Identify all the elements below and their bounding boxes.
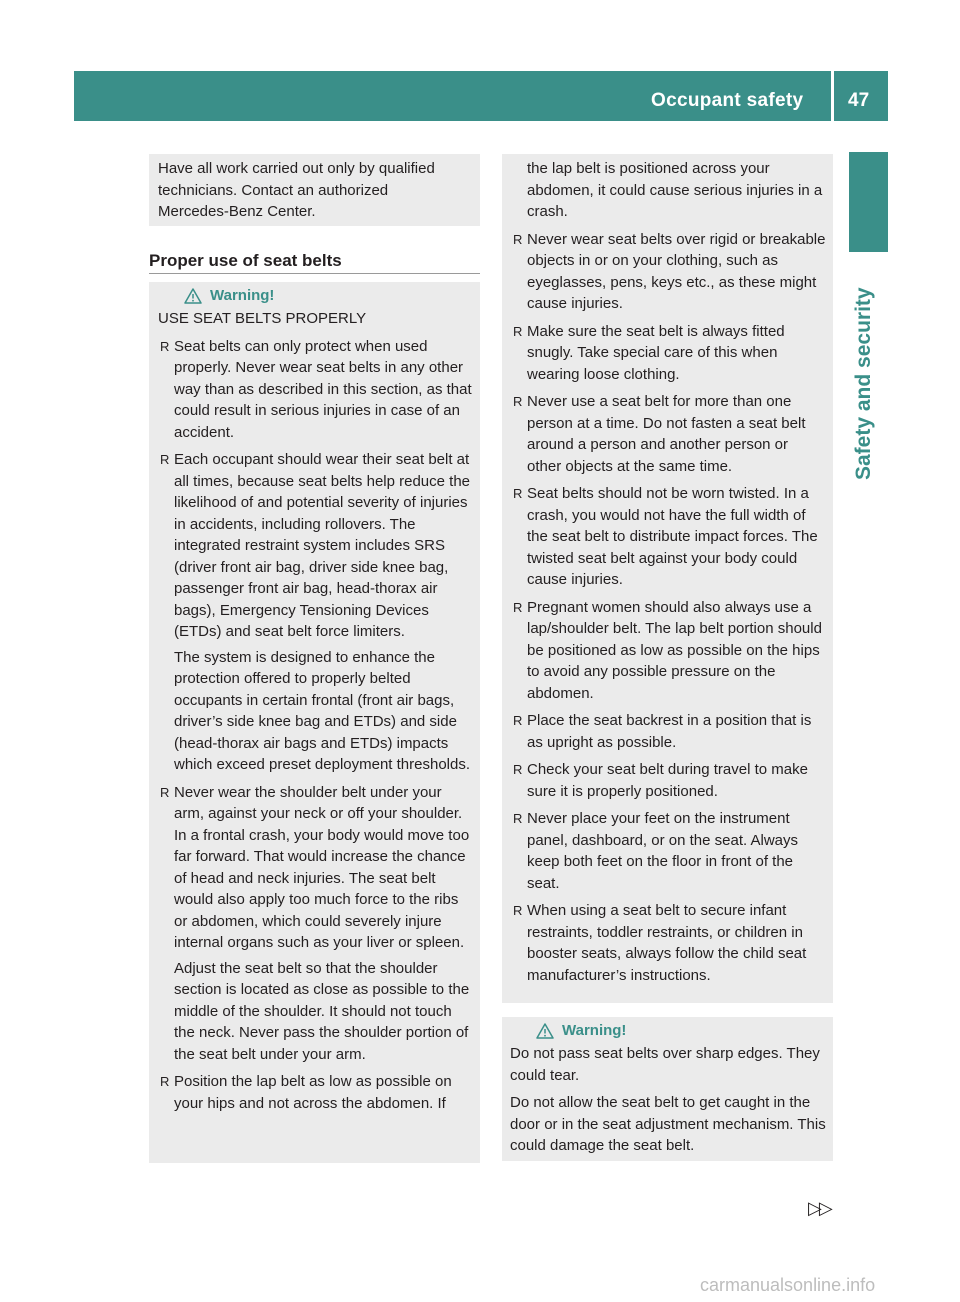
continue-arrows-icon: ▷▷ <box>808 1198 830 1218</box>
qualified-technicians-note <box>149 154 480 226</box>
list-item <box>158 782 472 1066</box>
warning-triangle-icon <box>184 288 202 304</box>
list-item: R Make sure the seat belt is always fitted snugly. Take special care of this when wearing loose clothing. <box>511 321 826 386</box>
list-item <box>158 336 472 444</box>
warning-box-sharp-edges <box>502 1017 833 1161</box>
continuation-text: the lap belt is positioned across your abdomen, it could cause serious injuries in a crash. <box>527 160 823 220</box>
seat-belt-rules-list <box>511 229 826 987</box>
warning-paragraph: Do not allow the seat belt to get caught in the door or in the seat adjustment mechanism. This could damage the seat belt. <box>510 1094 826 1154</box>
note-line: Have all work carried out only by qualified <box>158 160 435 177</box>
list-item: R Check your seat belt during travel to make sure it is properly positioned. <box>511 759 826 802</box>
heading-divider <box>149 273 480 274</box>
list-item: R Pregnant women should also always use a lap/shoulder belt. The lap belt portion should be positioned as low as possible on the hips to avoid any possible pressure on the abdomen. <box>511 597 826 705</box>
bullet-text: Position the lap belt as low as possible on your hips and not across the abdomen. If <box>174 1073 452 1112</box>
bullet-extra-paragraph: The system is designed to enhance the protection offered to properly belted occupants in certain frontal (front air bags, driver’s side knee bag and ETDs) and side (head-thorax air bags and ETDs) impacts which exceed preset deployment thresholds. <box>174 648 471 773</box>
warning-header <box>510 1022 826 1039</box>
warning-bullet-list <box>158 336 472 1115</box>
list-item <box>158 449 472 776</box>
watermark: carmanualsonline.info <box>700 1275 876 1295</box>
list-item: R Never place your feet on the instrument panel, dashboard, or on the seat. Always keep both feet on the floor in front of the seat. <box>511 808 826 894</box>
bullet-text: Seat belts can only protect when used properly. Never wear seat belts in any other way than as described in this section, as that could result in serious injuries in case of an accident. <box>174 337 472 441</box>
section-side-label: Safety and security <box>852 287 875 480</box>
page-header-title: Occupant safety <box>651 90 804 111</box>
list-item: R Never use a seat belt for more than one person at a time. Do not fasten a seat belt around a person and another person or other objects at the same time. <box>511 391 826 477</box>
warning-box-continuation <box>502 154 833 1003</box>
section-heading: Proper use of seat belts <box>149 251 342 270</box>
bullet-text: Never wear the shoulder belt under your arm, against your neck or off your shoulder. In a frontal crash, your body would move too far forward. That would increase the chance of head and neck injuries. The seat belt would also apply too much force to the ribs or abdomen, which could severely injure internal organs such as your liver or spleen. <box>174 783 470 951</box>
bullet-text: Each occupant should wear their seat belt at all times, because seat belts help reduce the likelihood of and potential severity of injuries in accidents, including rollovers. The integrated restraint system includes SRS (driver front air bag, driver side knee bag, passenger front air bag, head-thorax air bags), Emergency Tensioning Devices (ETDs) and seat belt force limiters. <box>174 451 471 640</box>
warning-triangle-icon <box>536 1023 554 1039</box>
warning-label: Warning! <box>210 287 275 304</box>
warning-box-seat-belts <box>149 282 480 1163</box>
list-item: R Place the seat backrest in a position that is as upright as possible. <box>511 710 826 753</box>
list-item: R Seat belts should not be worn twisted. In a crash, you would not have the full width of the seat belt to distribute impact forces. The twisted seat belt against your body could cause injuries. <box>511 483 826 591</box>
note-line: Mercedes-Benz Center. <box>158 203 316 220</box>
page-number: 47 <box>848 90 870 111</box>
warning-header <box>158 287 472 304</box>
note-line: technicians. Contact an authorized <box>158 181 389 199</box>
list-item: R When using a seat belt to secure infant restraints, toddler restraints, or children in booster seats, always follow the child seat manufacturer’s instructions. <box>511 900 826 986</box>
header-separator <box>831 71 834 121</box>
warning-paragraph: Do not pass seat belts over sharp edges. They could tear. <box>510 1045 820 1084</box>
list-item: R Never wear seat belts over rigid or breakable objects in or on your clothing, such as eyeglasses, pens, keys etc., as these might cause injuries. <box>511 229 826 315</box>
bullet-extra-paragraph: Adjust the seat belt so that the shoulder section is located as close as possible to the middle of the shoulder. It should not touch the neck. Never pass the shoulder portion of the seat belt under your arm. <box>174 959 470 1063</box>
warning-intro: USE SEAT BELTS PROPERLY <box>158 310 367 327</box>
warning-label: Warning! <box>562 1022 627 1039</box>
list-item <box>158 1071 472 1114</box>
